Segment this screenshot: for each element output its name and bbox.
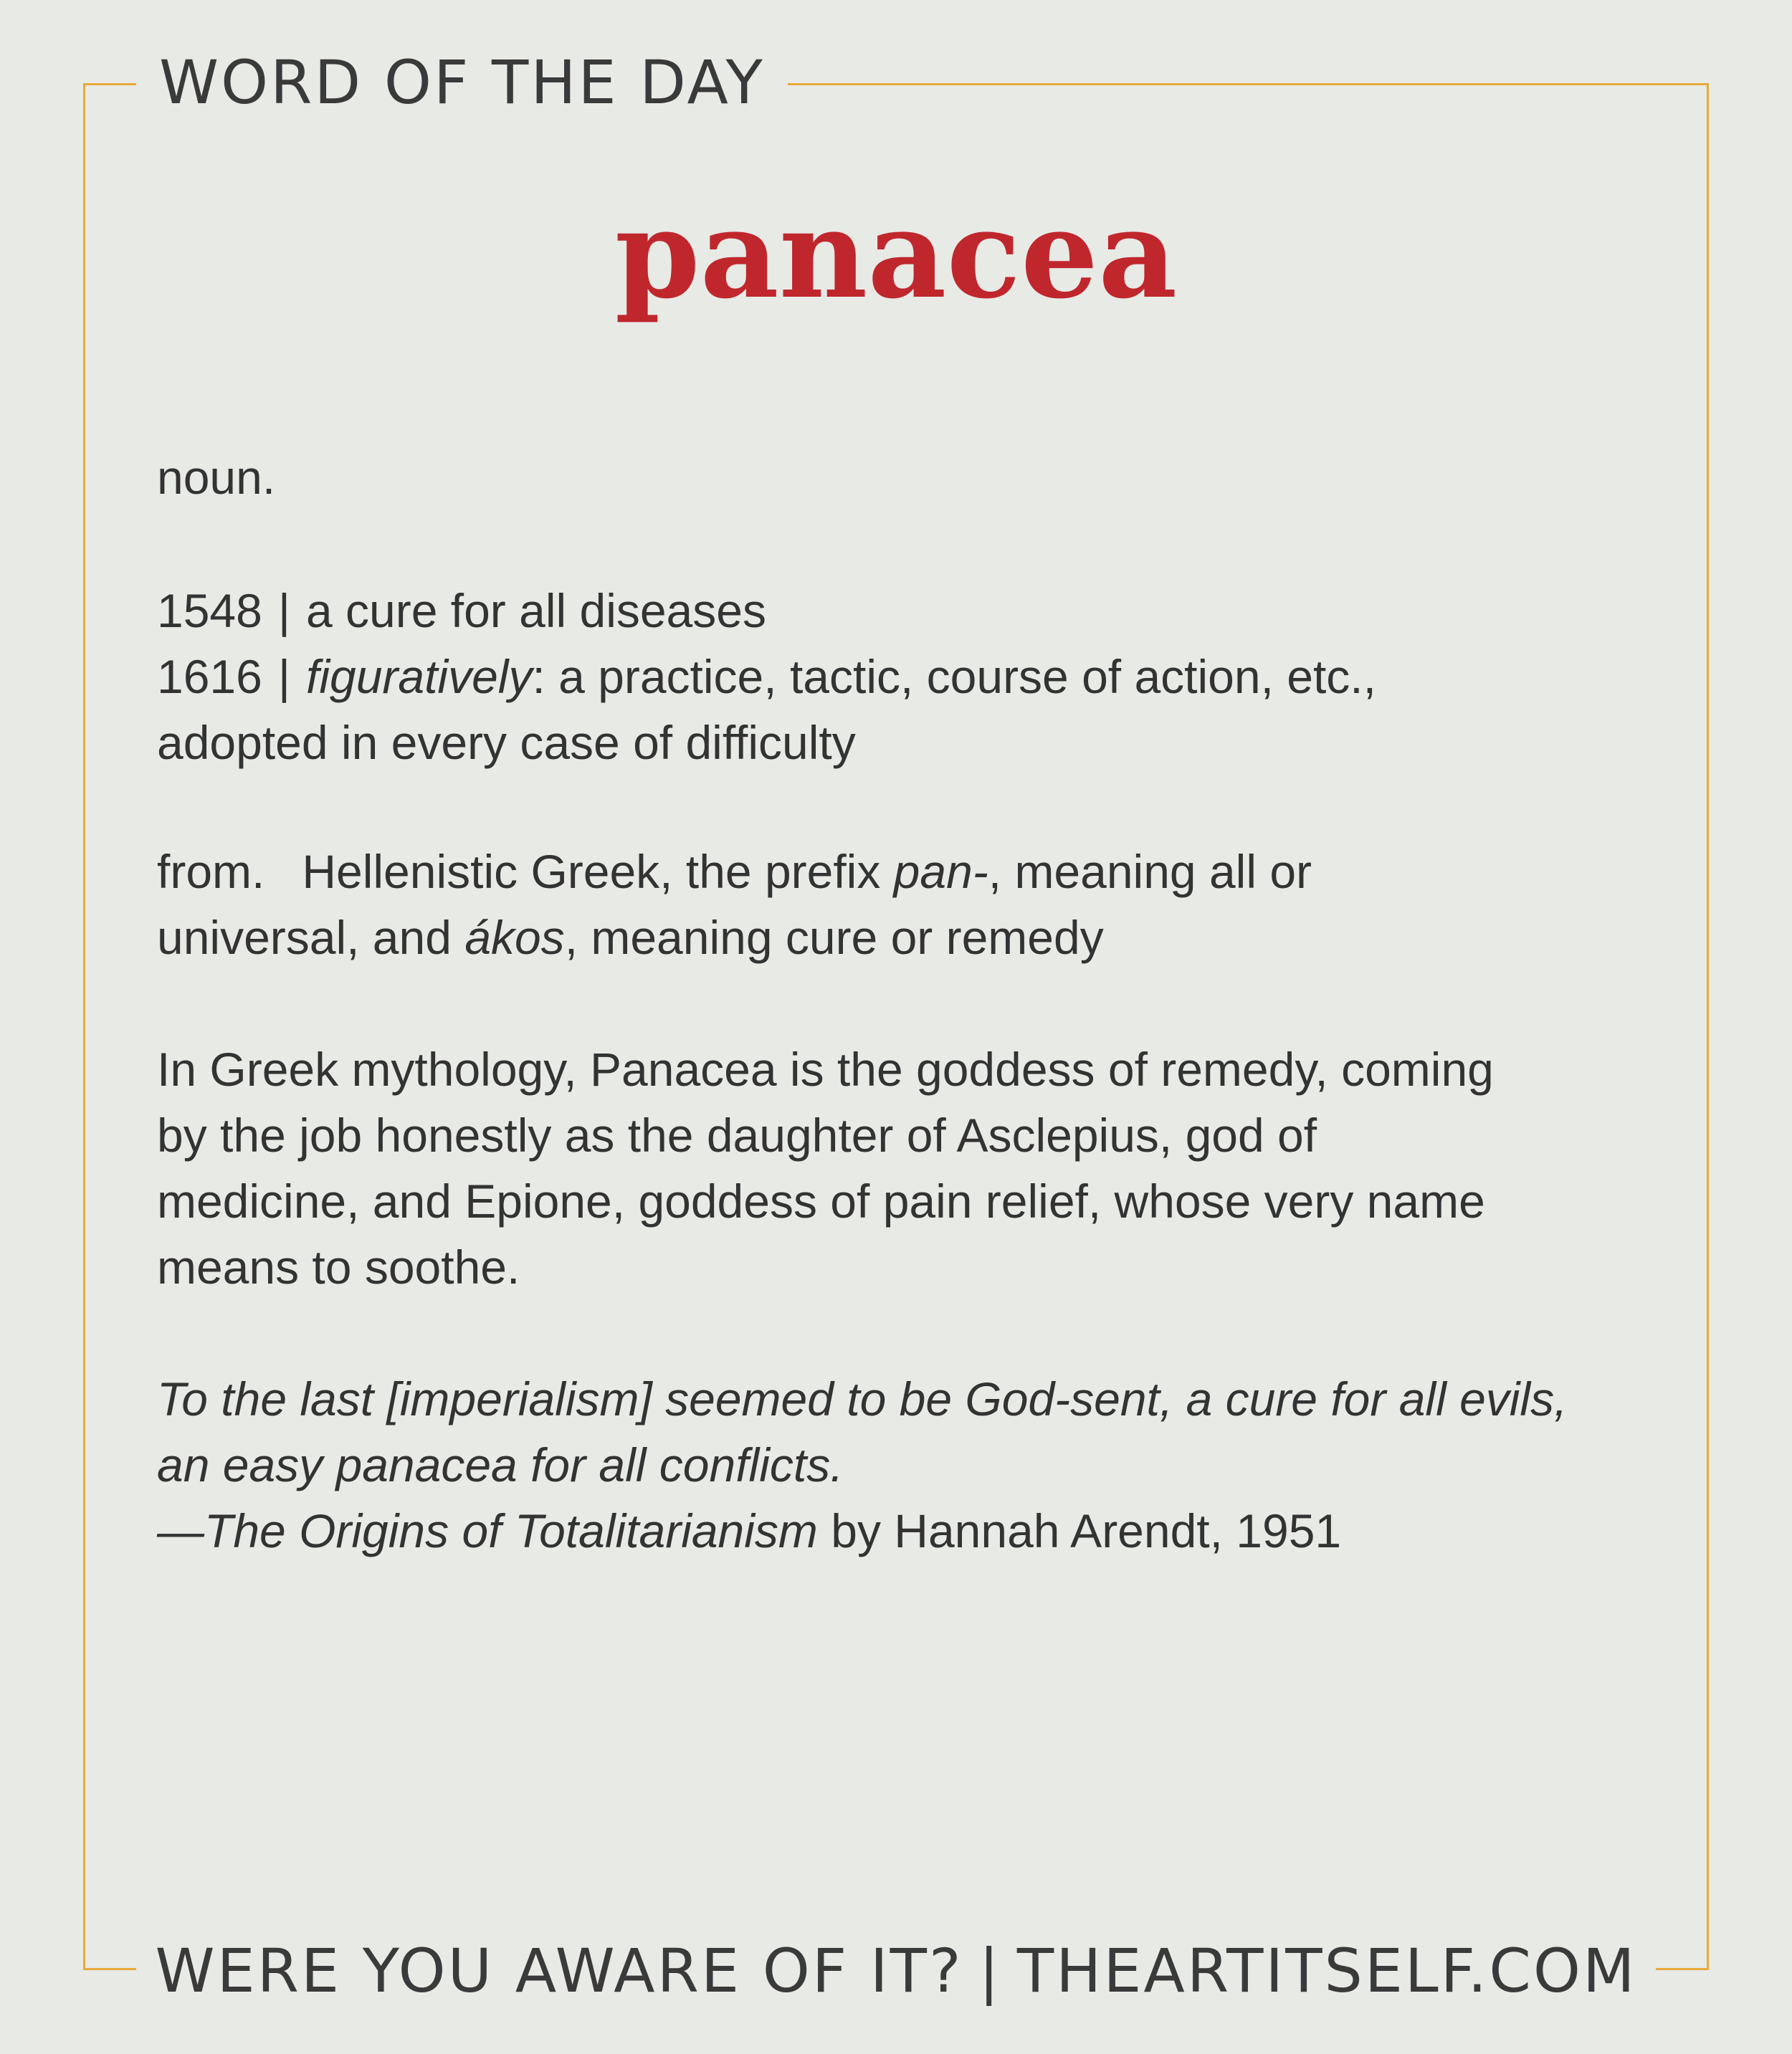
- mythology-line: means to soothe.: [157, 1241, 520, 1294]
- etymology-prefix: pan-: [893, 845, 988, 898]
- etymology-text: , meaning all or: [988, 845, 1312, 898]
- featured-word: panacea: [614, 183, 1178, 326]
- definitions: [157, 578, 1634, 775]
- quote-attribution: [157, 1498, 1634, 1564]
- page-title: WORD OF THE DAY: [136, 43, 788, 122]
- definition-separator: |: [277, 584, 290, 637]
- footer-separator: |: [978, 1936, 1001, 2006]
- etymology-label: from.: [157, 845, 265, 898]
- mythology-line: medicine, and Epione, goddess of pain relief, whose very name: [157, 1175, 1485, 1228]
- definition-year: 1548: [157, 584, 262, 637]
- part-of-speech: noun.: [157, 451, 276, 504]
- definition-2: [157, 644, 1634, 710]
- footer-question: WERE YOU AWARE OF IT?: [155, 1936, 963, 2006]
- mythology-line: by the job honestly as the daughter of Asclepius, god of: [157, 1109, 1317, 1162]
- quote-line: an easy panacea for all conflicts.: [157, 1438, 844, 1491]
- mythology-line: In Greek mythology, Panacea is the goddess of remedy, coming: [157, 1043, 1494, 1096]
- definition-qualifier: figuratively: [305, 650, 533, 703]
- quote-dash: —: [157, 1504, 204, 1557]
- definition-text: : a practice, tactic, course of action, etc.,: [532, 650, 1376, 703]
- quote-line: To the last [imperialism] seemed to be God-sent, a cure for all evils,: [157, 1372, 1568, 1425]
- definition-text: a cure for all diseases: [305, 584, 766, 637]
- quote-block: [157, 1366, 1634, 1564]
- definition-2-continued: adopted in every case of difficulty: [157, 716, 856, 769]
- etymology-text: Hellenistic Greek, the prefix: [302, 845, 894, 898]
- etymology-root: ákos: [464, 911, 565, 964]
- footer: [136, 1931, 1656, 2010]
- definition-1: [157, 578, 1634, 644]
- definition-separator: |: [277, 650, 290, 703]
- mythology-paragraph: [157, 1036, 1634, 1300]
- etymology-text: universal, and: [157, 911, 465, 964]
- quote-book-title: The Origins of Totalitarianism: [204, 1504, 818, 1557]
- etymology-line-2: [157, 904, 1634, 970]
- footer-site-link[interactable]: THEARTITSELF.COM: [1016, 1936, 1637, 2006]
- etymology-text: , meaning cure or remedy: [564, 911, 1104, 964]
- quote-author: by Hannah Arendt, 1951: [817, 1504, 1342, 1557]
- etymology-line-1: [157, 839, 1634, 904]
- decorative-frame: [83, 83, 1709, 1970]
- definition-year: 1616: [157, 650, 262, 703]
- etymology: [157, 839, 1634, 970]
